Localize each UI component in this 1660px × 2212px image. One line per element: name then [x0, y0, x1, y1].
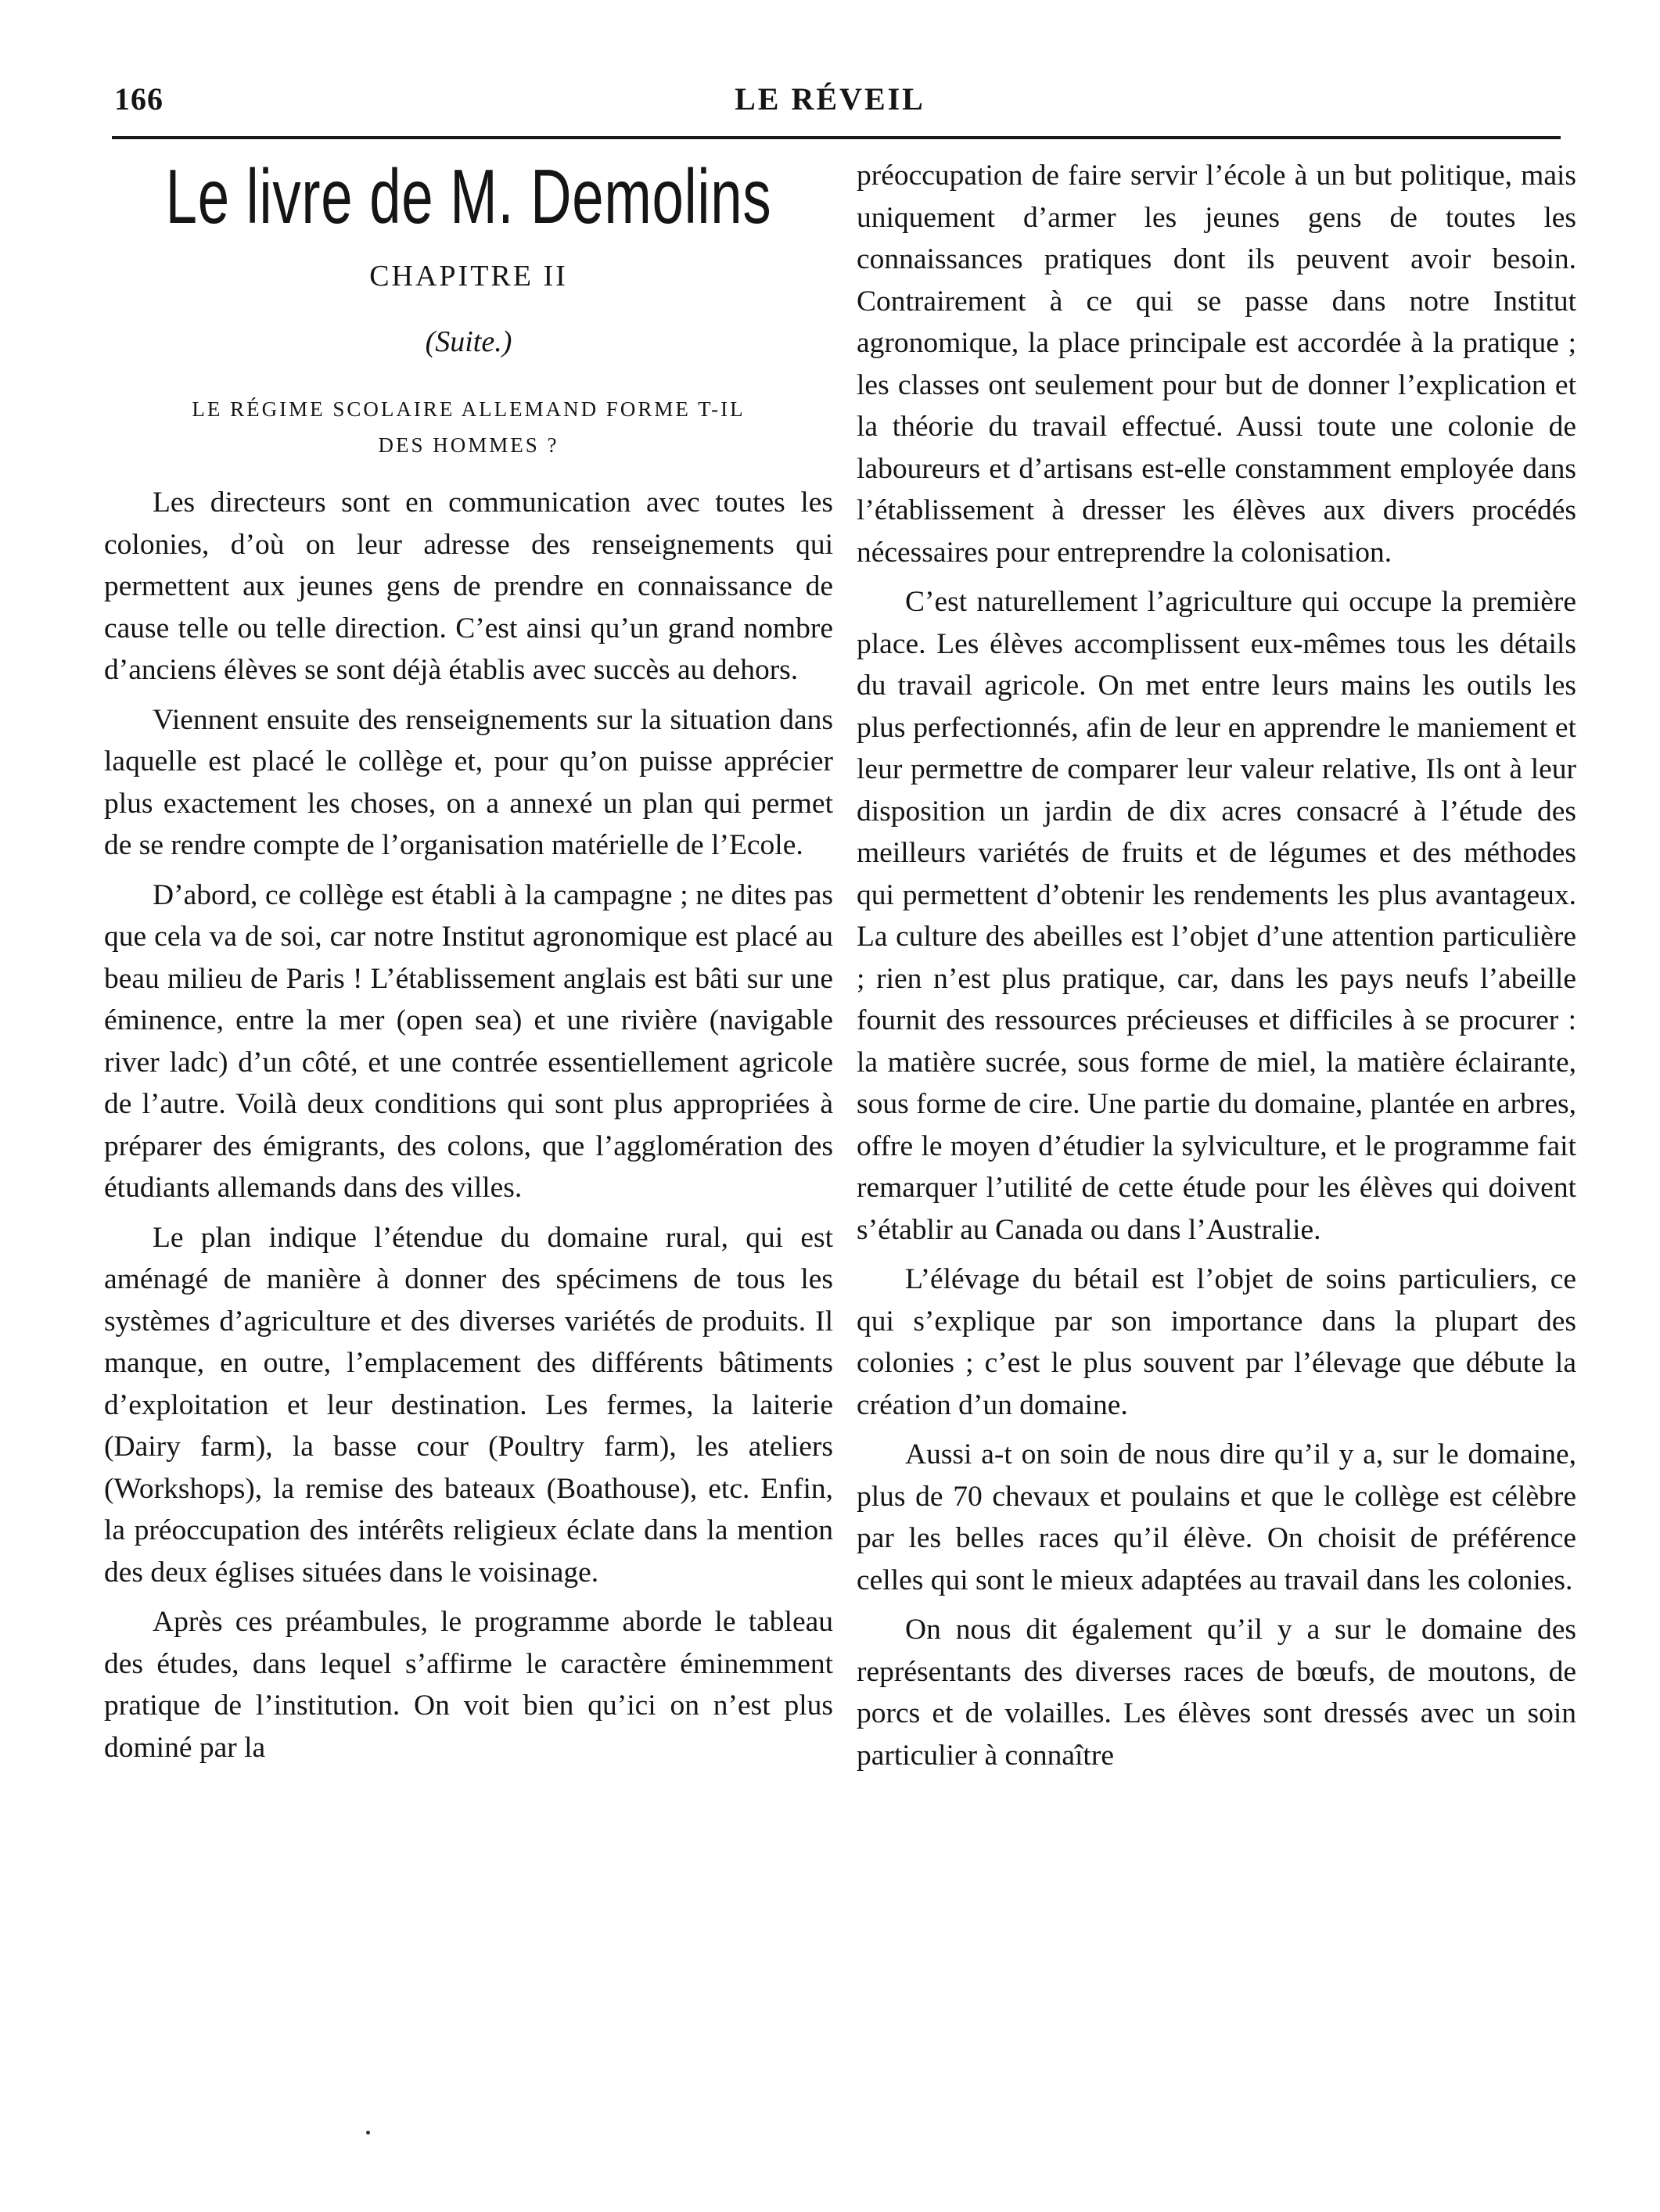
paragraph: préoccupation de faire servir l’école à un but politique, mais uniquement d’armer les jeunes gens de toutes les connaissances pratiques dont ils peuvent avoir besoin. Contrairement à ce qui se passe dans notre Institut agronomique, la place principale est accordée à la pratique ; les classes ont seulement pour but de donner l’explication et la théorie du travail effectué. Aussi toute une colonie de laboureurs et d’artisans est-elle constamment employée dans l’établissement à dresser les élèves aux divers procédés nécessaires pour entreprendre la colonisation. — [857, 160, 1576, 569]
paragraph: C’est naturellement l’agriculture qui occupe la première place. Les élèves accomplissent eux-mêmes tous les détails du travail agricole. On met entre leurs mains les outils les plus perfectionnés, afin de leur en apprendre le maniement et leur permettre de comparer leur valeur relative, Ils ont à leur disposition un jardin de dix acres consacré à l’étude des meilleurs variétés de fruits et de légumes et des méthodes qui permettent d’obtenir les rendements les plus avantageux. La culture des abeilles est l’objet d’une attention particulière ; rien n’est plus pratique, car, dans les pays neufs l’abeille fournit des ressources précieuses et difficiles à se procurer : la matière sucrée, sous forme de miel, la matière éclairante, sous forme de cire. Une partie du domaine, plantée en arbres, offre le moyen d’étudier la sylviculture, et le programme fait remarquer l’utilité de cette étude pour les élèves qui doivent s’établir au Canada ou dans l’Australie. — [857, 586, 1576, 1246]
article-title: Le livre de M. Demolins — [165, 153, 772, 239]
paragraph: D’abord, ce collège est établi à la campagne ; ne dites pas que cela va de soi, car notre Institut agronomique est placé au beau milieu de Paris ! L’établissement anglais est bâti sur une éminence, entre la mer (open sea) et une rivière (navigable river ladc) d’un côté, et une contrée essentiellement agricole de l’autre. Voilà deux conditions qui sont plus appropriées à préparer des émigrants, des colons, que l’agglomération des étudiants allemands dans des villes. — [104, 878, 833, 1204]
section-heading-line-2: DES HOMMES ? — [378, 433, 559, 457]
running-head: LE RÉVEIL — [735, 81, 925, 117]
section-heading — [104, 391, 833, 463]
paragraph: Les directeurs sont en communication avec toutes les colonies, d’où on leur adresse des renseignements qui permettent aux jeunes gens de prendre en connaissance de cause telle ou telle direction. C’est ainsi qu’un grand nombre d’anciens élèves se sont déjà établis avec succès au dehors. — [104, 487, 833, 686]
paragraph: Le plan indique l’étendue du domaine rural, qui est aménagé de manière à donner des spécimens de tous les systèmes d’agriculture et des diverses variétés de produits. Il manque, en outre, l’emplacement des différents bâtiments d’exploitation et leur destination. Les fermes, la laiterie (Dairy farm), la basse cour (Poultry farm), les ateliers (Workshops), la remise des bateaux (Boathouse), etc. Enfin, la préoccupation des intérêts religieux éclate dans la mention des deux églises situées dans le voisinage. — [104, 1221, 833, 1589]
chapter-heading: CHAPITRE II — [369, 260, 568, 293]
section-heading-line-1: LE RÉGIME SCOLAIRE ALLEMAND FORME T-IL — [192, 397, 746, 421]
header-rule — [112, 136, 1561, 139]
continued-note: (Suite.) — [425, 325, 512, 358]
print-speck — [366, 2131, 370, 2135]
paragraph: Viennent ensuite des renseignements sur la situation dans laquelle est placé le collège et, pour qu’on puisse apprécier plus exactement les choses, on a annexé un plan qui permet de se rendre compte de l’organisation matérielle de l’Ecole. — [104, 703, 833, 861]
paragraph: On nous dit également qu’il y a sur le domaine des représentants des diverses races de bœufs, de moutons, de porcs et de volailles. Les élèves sont dressés avec un soin particulier à connaître — [857, 1614, 1576, 1772]
paragraph: L’élévage du bétail est l’objet de soins particuliers, ce qui s’explique par son importance dans la plupart des colonies ; c’est le plus souvent par l’élevage que débute la création d’un domaine. — [857, 1263, 1576, 1421]
left-column — [104, 149, 833, 1776]
paragraph: Aussi a-t on soin de nous dire qu’il y a, sur le domaine, plus de 70 chevaux et poulains et que le collège est célèbre par les belles races qu’il élève. On choisit de préférence celles qui sont le mieux adaptées au travail dans les colonies. — [857, 1438, 1576, 1596]
paragraph: Après ces préambules, le programme aborde le tableau des études, dans lequel s’affirme le caractère éminemment pratique de l’institution. On voit bien qu’ici on n’est plus dominé par la — [104, 1606, 833, 1764]
page-number: 166 — [114, 81, 163, 117]
right-column — [857, 155, 1576, 1784]
